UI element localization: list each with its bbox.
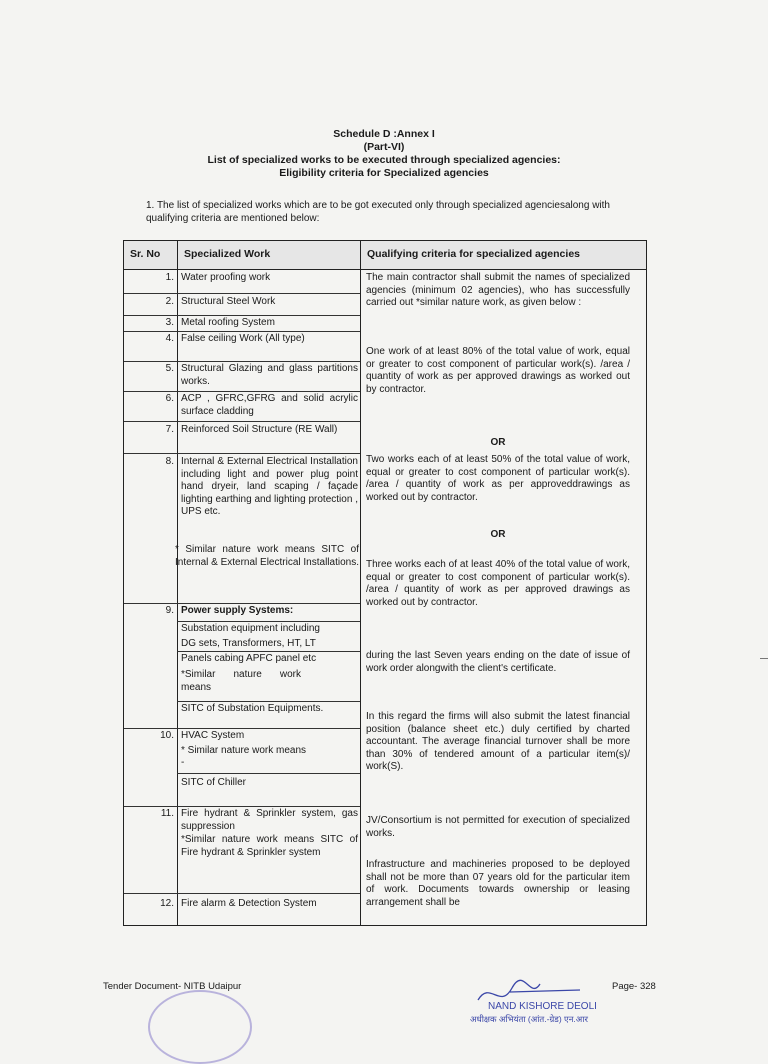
row-sr-no: 10.: [160, 730, 174, 741]
criteria-two-works: Two works each of at least 50% of the total value of work, equal or greater to cost component of particular work(s). /area / quantity of work as per approveddrawings as worked out by contractor.: [366, 454, 630, 503]
signature-title: अधीक्षक अभियंता (आंत.-ग्रेड) एन.आर: [470, 1014, 588, 1024]
work-power-supply-title: Power supply Systems:: [181, 605, 294, 616]
page-heading: [0, 128, 768, 180]
row-divider: [177, 773, 360, 774]
work-hvac-similar: * Similar nature work means: [181, 745, 307, 756]
criteria-or-separator: OR: [490, 529, 506, 540]
signature-name: NAND KISHORE DEOLI: [488, 1001, 597, 1012]
row-sr-no: 2.: [165, 296, 174, 307]
work-fire-alarm: Fire alarm & Detection System: [181, 898, 317, 909]
row-divider: [124, 361, 360, 362]
work-power-supply-line: DG sets, Transformers, HT, LT: [181, 638, 316, 649]
row-sr-no: 3.: [165, 317, 174, 328]
work-structural-glazing: Structural Glazing and glass partitions works.: [181, 363, 358, 387]
work-structural-steel: Structural Steel Work: [181, 296, 276, 307]
row-divider: [124, 806, 360, 807]
work-reinforced-soil: Reinforced Soil Structure (RE Wall): [181, 424, 338, 435]
work-power-supply-sitc: SITC of Substation Equipments.: [181, 703, 324, 714]
work-hvac-title: HVAC System: [181, 730, 245, 741]
work-electrical-similar-note: * Similar nature work means SITC of Internal & External Electrical Installations.: [175, 544, 359, 568]
work-power-supply-similar: *Similar nature work means: [181, 669, 301, 693]
row-divider: [124, 421, 360, 422]
heading-list-title: List of specialized works to be executed through specialized agencies:: [207, 154, 561, 166]
margin-mark: [760, 658, 768, 659]
work-hvac-dash: -: [181, 757, 185, 768]
column-divider: [360, 241, 361, 925]
work-power-supply-line: Substation equipment including: [181, 623, 320, 634]
intro-paragraph: 1. The list of specialized works which are to be got executed only through specialized agenciesalong with qualifying criteria are mentioned below:: [146, 200, 610, 224]
row-divider: [124, 728, 360, 729]
criteria-infrastructure: Infrastructure and machineries proposed to be deployed shall not be more than 07 years old for the particular item of work. Documents towards ownership or leasing arrangement shall be: [366, 859, 630, 908]
work-hvac-sitc: SITC of Chiller: [181, 777, 247, 788]
row-divider: [177, 701, 360, 702]
footer-tender-document: Tender Document- NITB Udaipur: [103, 981, 242, 992]
work-metal-roofing: Metal roofing System: [181, 317, 275, 328]
row-sr-no: 6.: [165, 393, 174, 404]
row-sr-no: 9.: [165, 605, 174, 616]
signature-icon: [470, 970, 600, 1020]
criteria-or-separator: OR: [490, 437, 506, 448]
header-specialized-work: Specialized Work: [184, 248, 271, 260]
table-header-row: [124, 241, 646, 270]
criteria-seven-years: during the last Seven years ending on the date of issue of work order alongwith the client's certificate.: [366, 650, 630, 674]
heading-eligibility: Eligibility criteria for Specialized agencies: [279, 167, 489, 179]
row-sr-no: 5.: [165, 363, 174, 374]
work-acp-cladding: ACP , GFRC,GFRG and solid acrylic surface cladding: [181, 393, 358, 417]
row-divider: [124, 893, 360, 894]
column-divider: [177, 241, 178, 925]
work-water-proofing: Water proofing work: [181, 272, 271, 283]
heading-schedule: Schedule D :Annex I: [333, 128, 435, 140]
row-divider: [124, 391, 360, 392]
footer-page-number: Page- 328: [612, 981, 656, 992]
row-sr-no: 12.: [160, 898, 174, 909]
row-sr-no: 8.: [165, 456, 174, 467]
criteria-one-work: One work of at least 80% of the total value of work, equal or greater to cost component of particular work(s). /area / quantity of work as per approved drawings as worked out by contractor.: [366, 346, 630, 395]
row-divider: [124, 315, 360, 316]
work-electrical-installation: Internal & External Electrical Installation including light and power plug point hand dryeir, land scaping / façade lighting earthing and lighting protection , UPS etc.: [181, 456, 358, 517]
row-divider: [124, 603, 360, 604]
row-sr-no: 7.: [165, 424, 174, 435]
criteria-financial-position: In this regard the firms will also submit the latest financial position (balance sheet etc.) duly certified by charted accountant. The average financial turnover shall be more than 30% of tendered amount of a particular item(s)/ work(S).: [366, 711, 630, 772]
work-fire-hydrant: Fire hydrant & Sprinkler system, gas suppression: [181, 808, 358, 832]
row-divider: [177, 651, 360, 652]
row-divider: [177, 621, 360, 622]
header-sr-no: Sr. No: [130, 248, 161, 260]
row-divider: [124, 453, 360, 454]
work-power-supply-line: Panels cabing APFC panel etc: [181, 653, 317, 664]
criteria-jv-consortium: JV/Consortium is not permitted for execution of specialized works.: [366, 815, 630, 839]
row-sr-no: 1.: [165, 272, 174, 283]
office-stamp-icon: [148, 990, 252, 1064]
row-divider: [124, 331, 360, 332]
header-qualifying-criteria: Qualifying criteria for specialized agencies: [367, 248, 580, 260]
heading-part: (Part-VI): [363, 141, 405, 153]
criteria-intro: The main contractor shall submit the names of specialized agencies (minimum 02 agencies), who has successfully carried out *similar nature work, as given below :: [366, 272, 630, 308]
row-divider: [124, 293, 360, 294]
work-fire-hydrant-similar: *Similar nature work means SITC of Fire hydrant & Sprinkler system: [181, 834, 358, 858]
work-false-ceiling: False ceiling Work (All type): [181, 333, 305, 344]
row-sr-no: 4.: [165, 333, 174, 344]
specialized-works-table: [123, 240, 647, 926]
row-sr-no: 11.: [160, 808, 174, 819]
criteria-three-works: Three works each of at least 40% of the total value of work, equal or greater to cost component of particular work(s). /area / quantity of work as per approved drawings as worked out by contractor.: [366, 559, 630, 608]
